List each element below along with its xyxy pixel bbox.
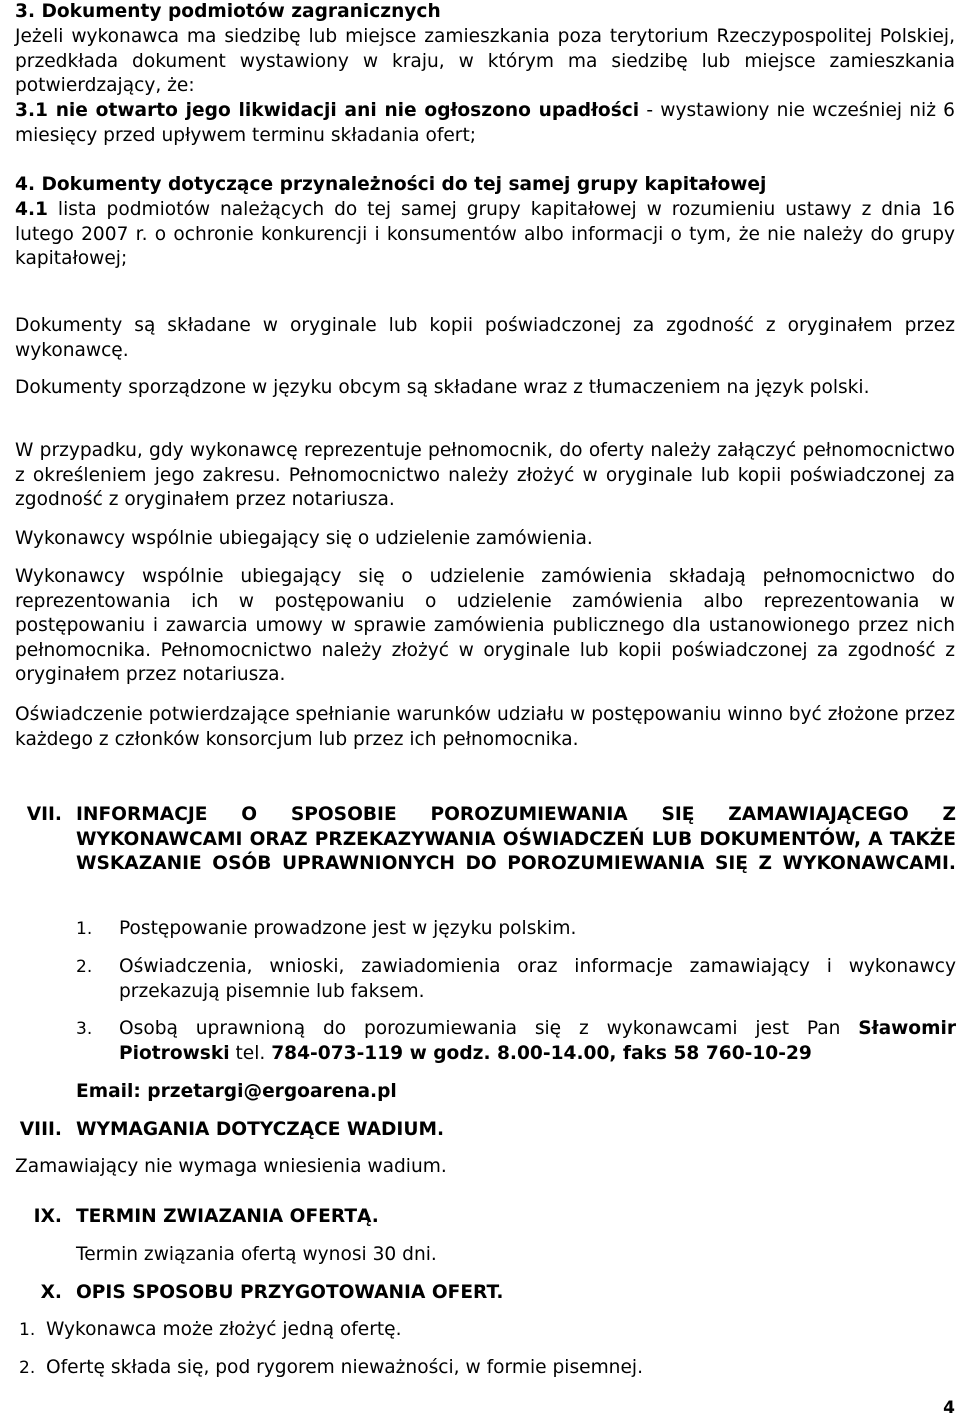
section-title: INFORMACJE O SPOSOBIE POROZUMIEWANIA SIĘ ZAMAWIAJĄCEGO Z WYKONAWCAMI ORAZ PRZEKAZYWANIA OŚWIADCZEŃ LUB DOKUMENTÓW, A TAKŻE WSKAZANIE OSÓB UPRAWNIONYCH DO POROZUMIEWANIA SIĘ Z WYKONAWCAMI. <box>76 804 956 875</box>
section-number: IX. <box>33 1206 62 1227</box>
list-number: 2. <box>19 1358 36 1378</box>
section-title: TERMIN ZWIAZANIA OFERTĄ. <box>76 1206 379 1227</box>
paragraph-consortium: Oświadczenie potwierdzające spełnianie warunków udziału w postępowaniu winno być złożone przez każdego z członków konsorcjum lub przez ich pełnomocnika. <box>15 704 955 750</box>
section-number: VIII. <box>19 1119 62 1140</box>
section-number: VII. <box>26 804 62 825</box>
list-text: Postępowanie prowadzone jest w języku polskim. <box>119 918 577 939</box>
paragraph-joint-heading: Wykonawcy wspólnie ubiegający się o udzielenie zamówienia. <box>15 528 593 549</box>
section-3-heading: 3. Dokumenty podmiotów zagranicznych <box>15 1 441 22</box>
list-number: 1. <box>19 1320 36 1340</box>
email-text: Email: przetargi@ergoarena.pl <box>76 1081 397 1102</box>
contact-tel-label: tel. <box>229 1042 272 1064</box>
section-number: X. <box>40 1282 62 1303</box>
paragraph-copies: Dokumenty są składane w oryginale lub kopii poświadczonej za zgodność z oryginałem przez wykonawcę. <box>15 315 955 361</box>
paragraph-proxy: W przypadku, gdy wykonawcę reprezentuje pełnomocnik, do oferty należy załączyć pełnomocnictwo z określeniem jego zakresu. Pełnomocnictwo należy złożyć w oryginale lub kopii poświadczonej za zgodność z oryginałem przez notariusza. <box>15 440 955 511</box>
list-text: Wykonawca może złożyć jedną ofertę. <box>46 1319 402 1340</box>
item-lead: 1 <box>35 199 48 220</box>
section-title: OPIS SPOSOBU PRZYGOTOWANIA OFERT. <box>76 1282 504 1303</box>
section-4-item-1 <box>15 198 955 272</box>
list-number: 1. <box>76 919 93 939</box>
contact-text: Osobą uprawnioną do porozumiewania się z wykonawcami jest Pan <box>119 1018 859 1039</box>
section-3-item-1 <box>15 99 955 148</box>
list-text: Ofertę składa się, pod rygorem nieważności, w formie pisemnej. <box>46 1357 643 1378</box>
list-text: Oświadczenia, wnioski, zawiadomienia oraz informacje zamawiający i wykonawcy przekazują pisemnie lub faksem. <box>119 956 956 1002</box>
paragraph-translation: Dokumenty sporządzone w języku obcym są składane wraz z tłumaczeniem na język polski. <box>15 377 870 398</box>
list-text <box>119 1017 956 1066</box>
section-viii-text: Zamawiający nie wymaga wniesienia wadium. <box>15 1156 447 1177</box>
paragraph-joint-proxy: Wykonawcy wspólnie ubiegający się o udzielenie zamówienia składają pełnomocnictwo do reprezentowania ich w postępowaniu o udzielenie zamówienia albo reprezentowania w postępowaniu i zawarcia umowy w sprawie zamówienia publicznego dla ustanowionego przez nich pełnomocnika. Pełnomocnictwo należy złożyć w oryginale lub kopii poświadczonej za zgodność z oryginałem przez notariusza. <box>15 566 955 686</box>
item-lead: 3.1 nie otwarto jego likwidacji ani nie ogłoszono upadłości <box>15 100 640 121</box>
list-number: 2. <box>76 957 93 977</box>
body-text: Termin związania ofertą wynosi 30 dni. <box>76 1244 437 1265</box>
section-title: WYMAGANIA DOTYCZĄCE WADIUM. <box>76 1119 445 1140</box>
contact-name: Sławomir Piotrowski <box>119 1018 956 1064</box>
item-rest: lista podmiotów należących do tej samej grupy kapitałowej w rozumieniu ustawy z dnia 16 lutego 2007 r. o ochronie konkurencji i konsumentów albo informacji o tym, że nie należy do grupy kapitałowej; <box>15 199 955 270</box>
section-3-intro: Jeżeli wykonawca ma siedzibę lub miejsce zamieszkania poza terytorium Rzeczypospolitej Polskiej, przedkłada dokument wystawiony w kraju, w którym ma siedzibę lub miejsce zamieszkania potwierdzający, że: <box>15 26 955 97</box>
page-number: 4 <box>943 1398 955 1418</box>
section-4-heading: 4. Dokumenty dotyczące przynależności do tej samej grupy kapitałowej <box>15 174 767 195</box>
contact-phone: 784-073-119 w godz. 8.00-14.00, faks 58 760-10-29 <box>271 1042 812 1064</box>
item-num: 4. <box>15 199 36 220</box>
item-rest: - wystawiony nie wcześniej niż 6 miesięcy przed upływem terminu składania ofert; <box>15 100 955 146</box>
list-number: 3. <box>76 1019 93 1039</box>
